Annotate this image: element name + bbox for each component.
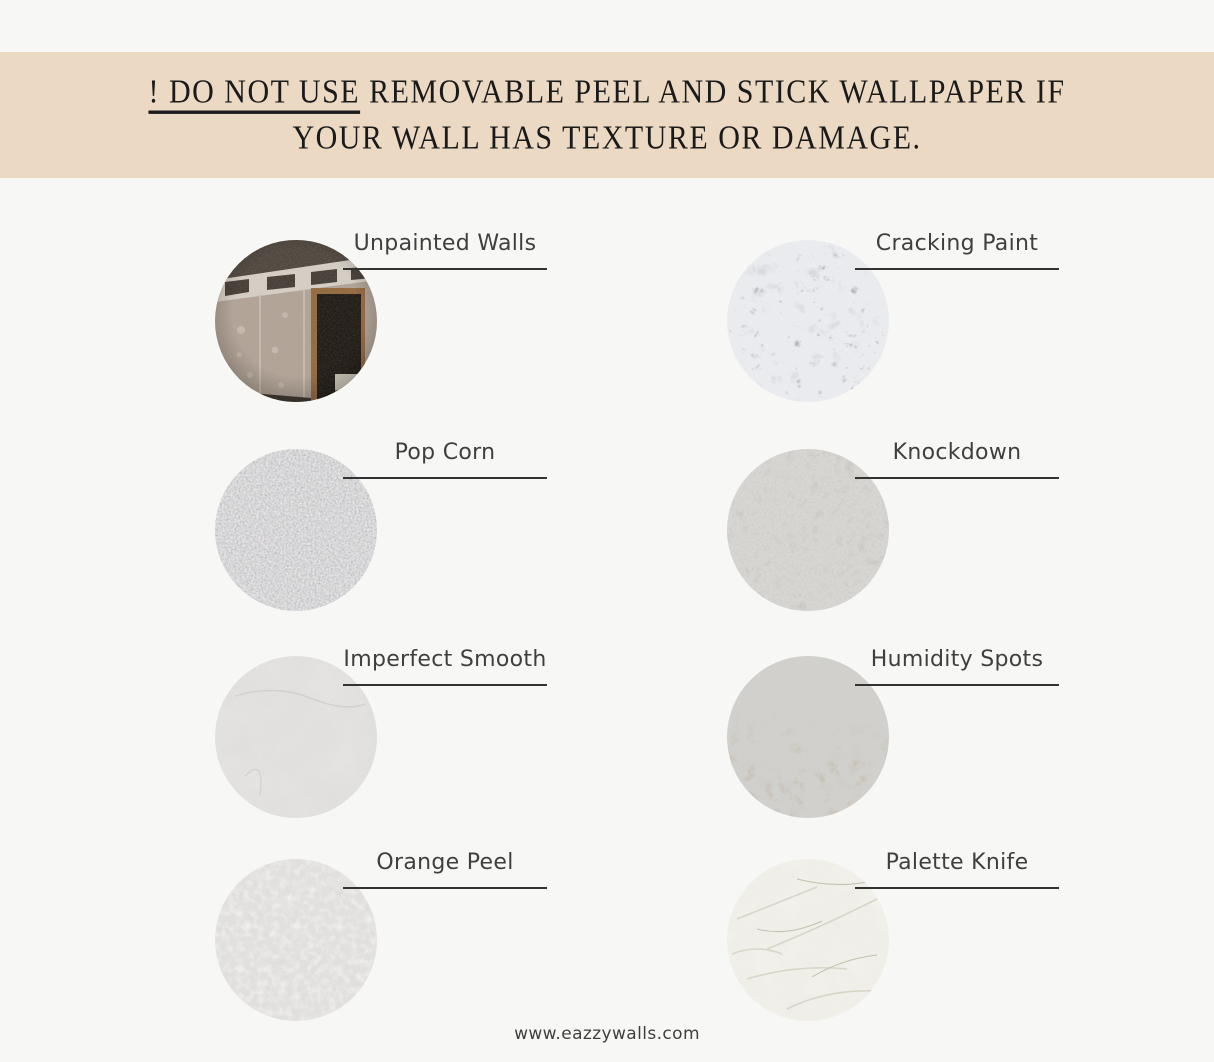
label-underline <box>855 684 1059 686</box>
label-underline <box>855 268 1059 270</box>
label-underline <box>343 477 547 479</box>
texture-label-imperfect-smooth: Imperfect Smooth <box>343 647 547 672</box>
texture-item-palette-knife <box>727 850 1061 1031</box>
texture-label-unpainted-walls: Unpainted Walls <box>353 231 537 256</box>
texture-label-knockdown: Knockdown <box>892 440 1022 465</box>
texture-item-cracking-paint <box>727 231 1061 412</box>
texture-item-pop-corn <box>215 440 549 621</box>
do-not-use-underlined: ! DO NOT USE <box>148 73 361 111</box>
palette-knife-photo <box>727 859 889 1021</box>
texture-item-unpainted-walls <box>215 231 549 412</box>
knockdown-photo <box>727 449 889 611</box>
texture-label-cracking-paint: Cracking Paint <box>875 231 1039 256</box>
orange-peel-photo <box>215 859 377 1021</box>
warning-line2: YOUR WALL HAS TEXTURE OR DAMAGE. <box>292 119 922 157</box>
label-underline <box>855 887 1059 889</box>
label-underline <box>855 477 1059 479</box>
imperfect-smooth-photo <box>215 656 377 818</box>
warning-banner <box>0 52 1214 178</box>
warning-line1: ! DO NOT USE REMOVABLE PEEL AND STICK WALLPAPER IF <box>148 73 1066 111</box>
texture-item-knockdown <box>727 440 1061 621</box>
humidity-spots-photo <box>727 656 889 818</box>
texture-label-humidity-spots: Humidity Spots <box>870 647 1044 672</box>
label-underline <box>343 887 547 889</box>
texture-item-orange-peel <box>215 850 549 1031</box>
texture-item-imperfect-smooth <box>215 647 549 828</box>
texture-label-palette-knife: Palette Knife <box>885 850 1029 875</box>
texture-label-orange-peel: Orange Peel <box>376 850 514 875</box>
label-underline <box>343 684 547 686</box>
warning-heading <box>78 69 1135 161</box>
pop-corn-photo <box>215 449 377 611</box>
texture-label-pop-corn: Pop Corn <box>394 440 496 465</box>
website-url: www.eazzywalls.com <box>514 1024 700 1044</box>
label-underline <box>343 268 547 270</box>
texture-item-humidity-spots <box>727 647 1061 828</box>
unpainted-walls-photo <box>215 240 377 402</box>
cracking-paint-photo <box>727 240 889 402</box>
